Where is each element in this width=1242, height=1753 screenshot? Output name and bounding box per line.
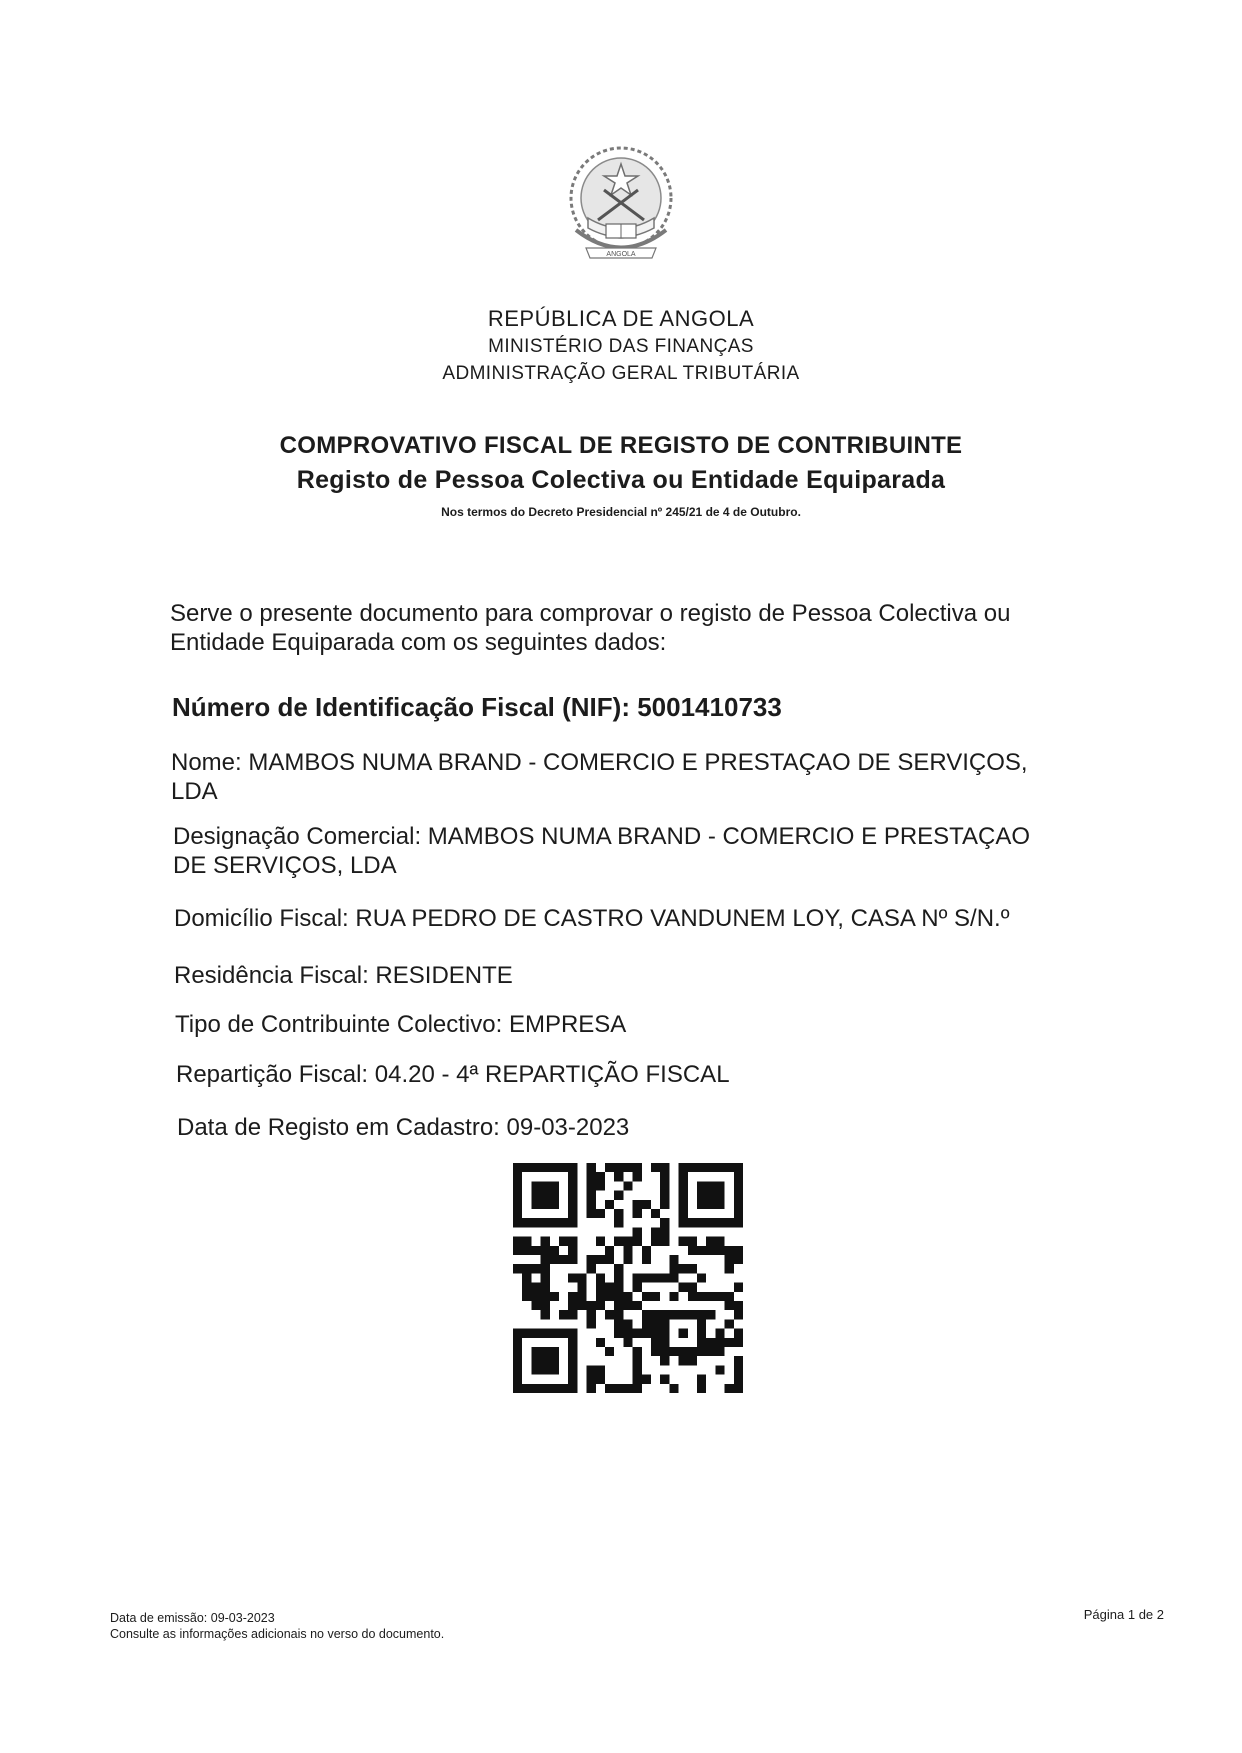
nif-row: [172, 692, 782, 723]
data-registo-value: 09-03-2023: [506, 1114, 630, 1141]
header-administration: ADMINISTRAÇÃO GERAL TRIBUTÁRIA: [442, 363, 800, 384]
qr-code-icon: [513, 1163, 743, 1393]
nome-value-line-2: LDA: [171, 778, 218, 805]
field-designacao-comercial: [173, 822, 1073, 880]
nome-value-line-1: MAMBOS NUMA BRAND - COMERCIO E PRESTAÇAO DE SERVIÇOS,: [248, 749, 1028, 776]
domicilio-label: Domicílio Fiscal:: [174, 905, 349, 932]
data-registo-label: Data de Registo em Cadastro:: [177, 1114, 500, 1141]
tipo-label: Tipo de Contribuinte Colectivo:: [175, 1011, 503, 1038]
nome-label: Nome:: [171, 749, 242, 776]
designacao-value-line-2: DE SERVIÇOS, LDA: [173, 852, 397, 879]
emblem-text: ANGOLA: [606, 251, 636, 258]
reparticao-label: Repartição Fiscal:: [176, 1061, 369, 1088]
intro-text-line-2: Entidade Equiparada com os seguintes dados:: [170, 629, 667, 656]
nif-value: 5001410733: [637, 692, 782, 722]
angola-emblem-icon: [558, 140, 684, 280]
designacao-value-line-1: MAMBOS NUMA BRAND - COMERCIO E PRESTAÇAO: [427, 823, 1031, 850]
field-tipo-contribuinte: [175, 1010, 1075, 1039]
residencia-label: Residência Fiscal:: [174, 962, 369, 989]
field-domicilio-fiscal: [174, 904, 1074, 933]
designacao-label: Designação Comercial:: [173, 823, 422, 850]
nif-label: Número de Identificação Fiscal (NIF):: [172, 692, 630, 722]
decree-reference: Nos termos do Decreto Presidencial nº 245/21 de 4 de Outubro.: [441, 505, 801, 519]
field-reparticao-fiscal: [176, 1060, 1076, 1089]
header-ministry: MINISTÉRIO DAS FINANÇAS: [488, 336, 754, 357]
document-title: COMPROVATIVO FISCAL DE REGISTO DE CONTRIBUINTE: [279, 432, 963, 459]
document-subtitle: Registo de Pessoa Colectiva ou Entidade Equiparada: [296, 466, 946, 494]
emission-date: Data de emissão: 09-03-2023: [110, 1611, 275, 1625]
field-data-registo: [177, 1113, 1077, 1142]
residencia-value: RESIDENTE: [375, 962, 513, 989]
domicilio-value: RUA PEDRO DE CASTRO VANDUNEM LOY, CASA Nº S/N.º: [355, 905, 1010, 932]
reparticao-value: 04.20 - 4ª REPARTIÇÃO FISCAL: [374, 1061, 730, 1088]
field-residencia-fiscal: [174, 961, 1074, 990]
intro-text-line-1: Serve o presente documento para comprovar o registo de Pessoa Colectiva ou: [170, 600, 1011, 627]
page-number: Página 1 de 2: [1083, 1607, 1164, 1622]
header-republic: REPÚBLICA DE ANGOLA: [487, 306, 755, 331]
footer-info: [110, 1610, 444, 1642]
tipo-value: EMPRESA: [508, 1011, 627, 1038]
verso-note: Consulte as informações adicionais no verso do documento.: [110, 1627, 445, 1641]
field-nome: [171, 748, 1071, 806]
